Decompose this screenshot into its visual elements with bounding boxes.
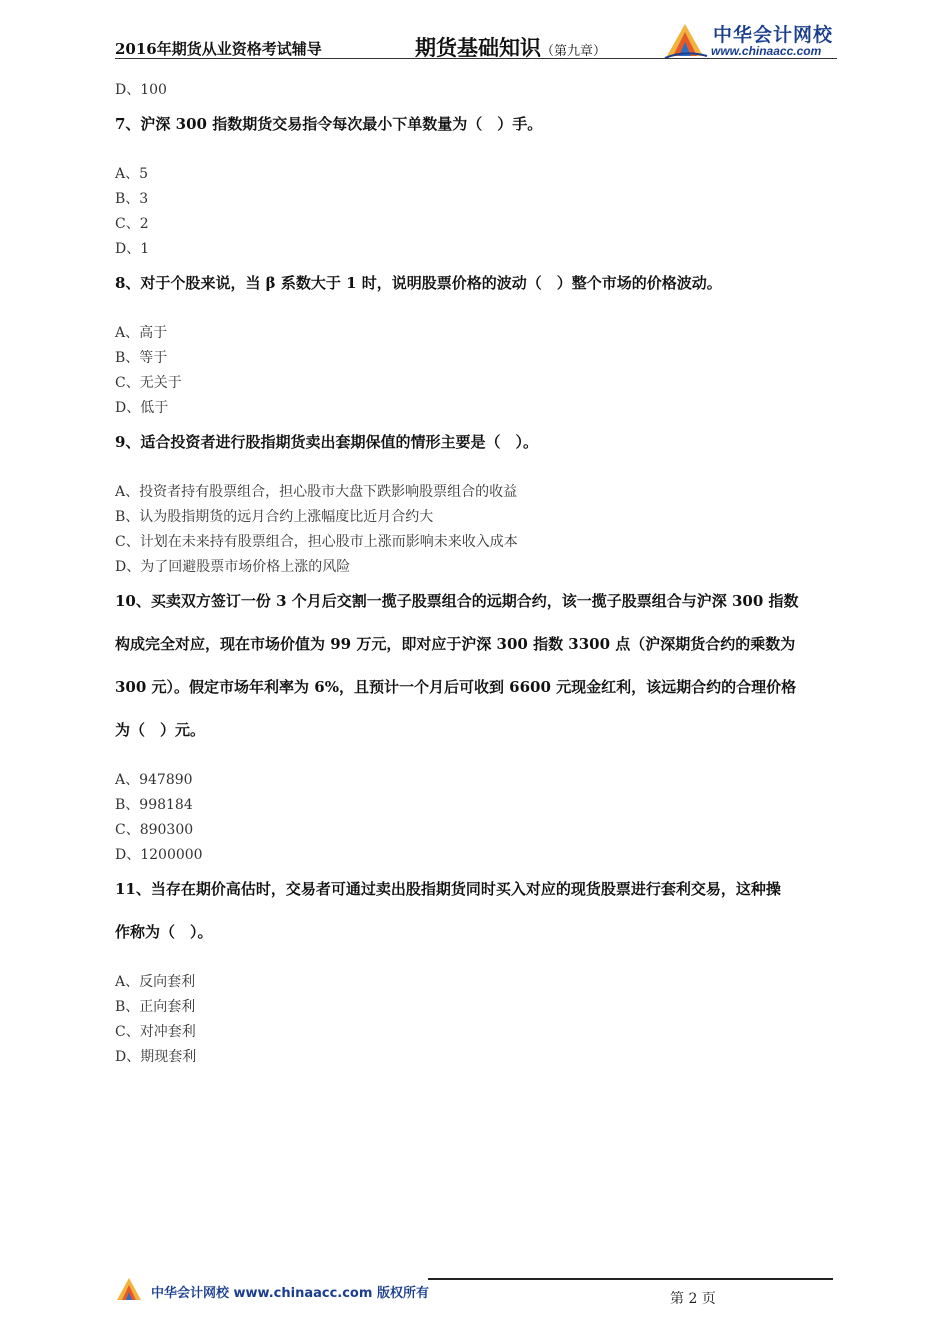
answer-option: A、反向套利 — [115, 974, 196, 990]
subject-name: 期货基础知识 — [415, 35, 541, 60]
page-number: 第 2 页 — [670, 1291, 716, 1307]
question-text-line: 10、买卖双方签订一份 3 个月后交割一揽子股票组合的远期合约，该一揽子股票组合与沪深 300 指数 — [115, 592, 799, 610]
question-text-line: 9、适合投资者进行股指期货卖出套期保值的情形主要是（ ）。 — [115, 433, 538, 451]
logo-triangle-icon — [663, 20, 709, 60]
answer-option: C、无关于 — [115, 375, 182, 391]
answer-option: D、1 — [115, 241, 150, 257]
answer-option: B、认为股指期货的远月合约上涨幅度比近月合约大 — [115, 509, 434, 525]
answer-option: D、期现套利 — [115, 1049, 197, 1065]
footer-copyright[interactable]: 中华会计网校 www.chinaacc.com 版权所有 — [151, 1286, 429, 1301]
answer-option: B、正向套利 — [115, 999, 196, 1015]
question-block — [115, 868, 837, 1070]
question-block — [115, 262, 837, 421]
question-text-line: 为（ ）元。 — [115, 721, 206, 739]
prev-question-option-d: D、100 — [115, 82, 167, 98]
question-text-line: 8、对于个股来说，当 β 系数大于 1 时，说明股票价格的波动（ ）整个市场的价格波动。 — [115, 274, 722, 292]
answer-option: B、等于 — [115, 350, 168, 366]
answer-option: D、低于 — [115, 400, 169, 416]
exam-title: 2016年期货从业资格考试辅导 — [115, 40, 322, 58]
answer-option: B、3 — [115, 191, 149, 207]
answer-option: B、998184 — [115, 797, 193, 813]
question-text-line: 7、沪深 300 指数期货交易指令每次最小下单数量为（ ）手。 — [115, 115, 543, 133]
question-spacer — [115, 752, 837, 768]
question-spacer — [115, 464, 837, 480]
answer-option: C、对冲套利 — [115, 1024, 196, 1040]
header-divider — [115, 58, 837, 59]
question-text-line: 作称为（ ）。 — [115, 923, 213, 941]
question-spacer — [115, 954, 837, 970]
question-text-line: 11、当存在期价高估时，交易者可通过卖出股指期货同时买入对应的现货股票进行套利交易，这种操 — [115, 880, 781, 898]
logo-url: www.chinaacc.com — [711, 44, 822, 58]
answer-option: C、890300 — [115, 822, 194, 838]
question-spacer — [115, 146, 837, 162]
answer-option: A、投资者持有股票组合，担心股市大盘下跌影响股票组合的收益 — [115, 484, 518, 500]
question-text-line: 300 元）。假定市场年利率为 6%，且预计一个月后可收到 6600 元现金红利，该远期合约的合理价格 — [115, 678, 797, 696]
page-header — [115, 18, 837, 62]
chinaacc-logo[interactable] — [663, 20, 837, 60]
answer-option: A、5 — [115, 166, 149, 182]
chapter-label: （第九章） — [541, 44, 607, 59]
answer-option: C、计划在未来持有股票组合，担心股市上涨而影响未来收入成本 — [115, 534, 518, 550]
question-block — [115, 103, 837, 262]
answer-option: D、为了回避股票市场价格上涨的风险 — [115, 559, 351, 575]
question-text-line: 构成完全对应，现在市场价值为 99 万元，即对应于沪深 300 指数 3300 点（沪深期货合约的乘数为 — [115, 635, 796, 653]
answer-option: D、1200000 — [115, 847, 203, 863]
answer-option: C、2 — [115, 216, 149, 232]
question-content — [115, 78, 837, 1070]
footer-logo-icon — [115, 1276, 147, 1302]
question-spacer — [115, 305, 837, 321]
footer-divider — [428, 1278, 833, 1280]
logo-chinese-name: 中华会计网校 — [713, 24, 834, 46]
page-footer — [115, 1272, 837, 1312]
question-block — [115, 580, 837, 868]
question-block — [115, 421, 837, 580]
answer-option: A、高于 — [115, 325, 168, 341]
answer-option: A、947890 — [115, 772, 193, 788]
